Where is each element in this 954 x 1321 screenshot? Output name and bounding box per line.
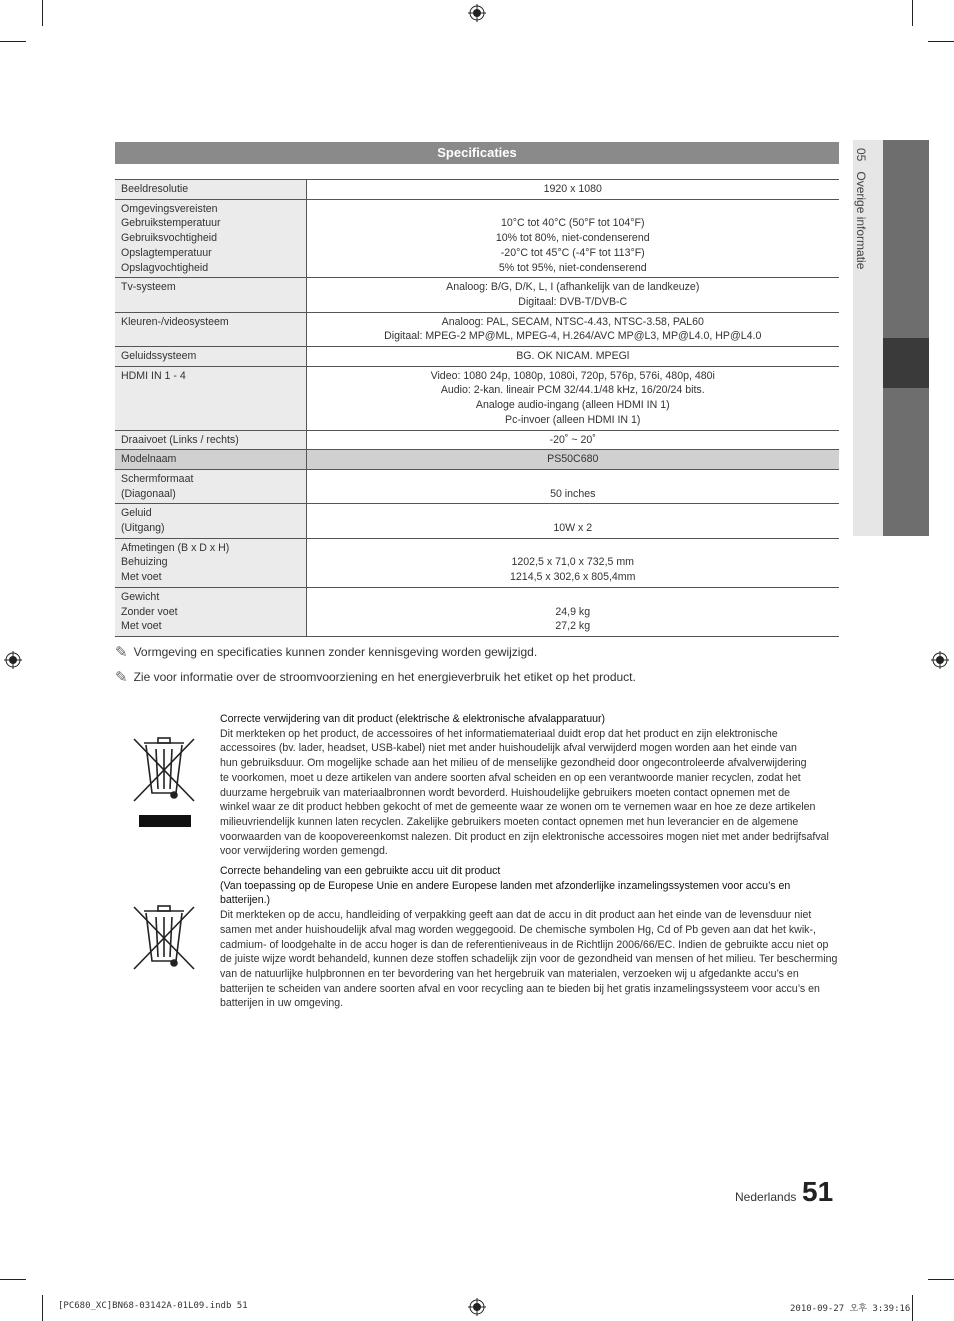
spec-label: Gebruiksvochtigheid [121,232,217,245]
spec-row [115,312,839,346]
weee-line: winkel waar ze dit product hebben gekocht of met de gemeente waar ze wonen om te vernemen waar en hoe ze deze artikelen [220,801,816,814]
battery-line: batterijen te scheiden van andere soorten afval en voor recycling aan te bieden bij het gratis inzamelingssysteem voor accu’s en [220,982,820,995]
spec-value: Audio: 2-kan. lineair PCM 32/44.1/48 kHz, 16/20/24 bits. [440,384,705,397]
spec-value-cell [306,430,839,450]
print-slug-left: [PC680_XC]BN68-03142A-01L09.indb 51 [58,1301,248,1311]
spec-value: 1202,5 x 71,0 x 732,5 mm [511,556,634,569]
spec-label: Draaivoet (Links / rechts) [121,433,239,446]
battery-crossed-bin-icon [132,903,196,971]
spec-label: (Diagonaal) [121,487,176,500]
weee-line: duurzame hergebruik van materiaalbronnen wordt bevorderd. Huishoudelijke gebruikers moeten contact opnemen met de [220,786,791,799]
spec-value: 10W x 2 [553,522,593,535]
spec-value: Analoog: PAL, SECAM, NTSC-4.43, NTSC-3.58, PAL60 [441,315,704,328]
spec-value-cell [306,278,839,312]
registration-mark-icon [931,651,949,669]
spec-value: Digitaal: MPEG-2 MP@ML, MPEG-4, H.264/AVC MP@L3, MP@L4.0, HP@L4.0 [384,330,762,343]
spec-label-cell [115,199,306,278]
spec-label-cell [115,366,306,430]
spec-value: PS50C680 [547,453,599,466]
weee-section [220,712,836,859]
spec-row [115,538,839,587]
weee-line: voor verwijdering worden gemengd. [220,845,388,858]
registration-mark-icon [4,651,22,669]
spec-row [115,430,839,450]
spec-label-cell [115,347,306,367]
spec-row [115,450,839,470]
print-slug-right: 2010-09-27 오후 3:39:16 [790,1304,911,1314]
crop-mark [912,0,913,26]
spec-label: Beeldresolutie [121,183,189,195]
crop-mark [42,1295,43,1321]
battery-line: Dit merkteken op de accu, handleiding of verpakking geeft aan dat de accu in dit product aan het einde van de levensduur niet [220,909,812,922]
note-text: Vormgeving en specificaties kunnen zonder kennisgeving worden gewijzigd. [133,645,538,659]
spec-value-cell [306,504,839,538]
chapter-number: 05 [854,148,868,162]
spec-value: Digitaal: DVB-T/DVB-C [518,295,628,308]
spec-label: Omgevingsvereisten [121,202,218,215]
spec-value-cell [306,587,839,636]
crop-mark [928,1279,954,1280]
spec-row [115,199,839,278]
spec-row [115,587,839,636]
spec-value-cell [306,199,839,278]
spec-value: 5% tot 95%, niet-condenserend [498,261,647,274]
spec-label: Gewicht [121,590,160,603]
spec-value: Pc-invoer (alleen HDMI IN 1) [505,413,641,426]
spec-label: Met voet [121,571,162,584]
spec-value-cell [306,180,839,200]
spec-value: 1214,5 x 302,6 x 805,4mm [510,571,636,584]
pencil-icon: ✎ [115,669,128,686]
spec-value-cell [306,469,839,503]
spec-label-cell [115,180,306,200]
spec-value: 50 inches [550,487,596,500]
spec-value-cell [306,450,839,470]
weee-crossed-bin-icon [132,735,196,827]
spec-value: 1920 x 1080 [543,183,602,195]
note [115,668,636,686]
spec-value-cell [306,312,839,346]
spec-label-cell [115,504,306,538]
weee-line: accessoires (bv. lader, headset, USB-kabel) niet met ander huishoudelijk afval verwijderd mogen worden aan het einde van [220,742,797,755]
pencil-icon: ✎ [115,644,128,661]
note [115,643,537,661]
battery-title: Correcte behandeling van een gebruikte accu uit dit product [220,865,501,877]
spec-label: Geluidssysteem [121,350,197,363]
crop-mark [0,1279,26,1280]
battery-title: (Van toepassing op de Europese Unie en andere Europese landen met afzonderlijke inzamelingssystemen voor accu’s en [220,879,791,892]
spec-label-cell [115,312,306,346]
spec-row [115,347,839,367]
spec-label: (Uitgang) [121,522,165,535]
crop-mark [42,0,43,26]
spec-label: Opslagtemperatuur [121,246,212,259]
spec-value: Analoge audio-ingang (alleen HDMI IN 1) [475,399,670,412]
spec-value: 27,2 kg [555,620,591,633]
battery-line: batterijen in uw omgeving. [220,997,344,1010]
spec-value: -20˚ ~ 20˚ [549,433,596,446]
battery-line: samen met ander huishoudelijk afval mag worden weggegooid. De chemische symbolen Hg, Cd of Pb geven aan dat het kwik-, [220,923,816,936]
spec-label: HDMI IN 1 - 4 [121,369,186,382]
spec-label-cell [115,538,306,587]
page-number: 51 [802,1176,834,1207]
crop-mark [912,1295,913,1321]
spec-label: Geluid [121,507,152,520]
spec-value: BG. OK NICAM. MPEGl [516,350,630,363]
registration-mark-icon [468,4,486,22]
spec-value-cell [306,366,839,430]
crop-mark [0,41,26,42]
spec-label: Zonder voet [121,605,178,618]
registration-mark-icon [468,1298,486,1316]
spec-value: 10% tot 80%, niet-condenserend [495,232,650,245]
spec-label-cell [115,430,306,450]
section-header: Specificaties [115,142,839,164]
crop-mark [928,41,954,42]
weee-line: Dit merkteken op het product, de accessoires of het informatiemateriaal duidt erop dat het product en zijn elektronische [220,727,778,740]
spec-label: Schermformaat [121,472,194,485]
spec-label-cell [115,587,306,636]
specifications-table [115,179,839,637]
spec-label: Tv-systeem [121,281,176,294]
spec-label-cell [115,469,306,503]
chapter-tab-marker [883,338,929,388]
spec-row [115,180,839,200]
spec-row [115,366,839,430]
spec-label-cell [115,278,306,312]
spec-label: Gebruikstemperatuur [121,217,221,230]
spec-value-cell [306,538,839,587]
battery-section [220,864,836,1011]
chapter-title: Overige informatie [854,171,868,270]
battery-title: batterijen.) [220,894,271,907]
spec-value: Analoog: B/G, D/K, L, I (afhankelijk van de landkeuze) [446,281,700,294]
spec-value: 24,9 kg [555,605,591,618]
spec-label: Met voet [121,620,162,633]
spec-value: -20°C tot 45°C (-4°F tot 113°F) [500,246,645,259]
spec-row [115,469,839,503]
spec-label: Modelnaam [121,453,177,466]
weee-line: voorwaarden van de koopovereenkomst nalezen. Dit product en zijn elektronische accessoires mogen niet met ander bedrijfsafval [220,830,829,843]
battery-line: de juiste wijze wordt behandeld, kunnen deze stoffen schadelijk zijn voor de gezondheid van mensen of het milieu. Ter bescherming [220,953,838,966]
footer-language: Nederlands [735,1190,797,1204]
spec-value: 10°C tot 40°C (50°F tot 104°F) [500,217,645,230]
weee-line: hun gebruiksduur. Om mogelijke schade aan het milieu of de menselijke gezondheid door ongecontroleerde afvalverwijdering [220,757,807,770]
note-text: Zie voor informatie over de stroomvoorziening en het energieverbruik het etiket op het product. [133,670,636,684]
weee-line: te voorkomen, moet u deze artikelen van andere soorten afval scheiden en op een verantwoorde manier recyclen, zodat het [220,771,801,784]
spec-value: Video: 1080 24p, 1080p, 1080i, 720p, 576p, 576i, 480p, 480i [430,369,715,382]
spec-label: Opslagvochtigheid [121,261,209,274]
spec-value-cell [306,347,839,367]
spec-label: Behuizing [121,556,168,569]
weee-line: milieuvriendelijk kunnen laten recyclen. Zakelijke gebruikers moeten contact opnemen met hun leverancier en de algemene [220,815,799,828]
spec-row [115,278,839,312]
weee-title: Correcte verwijdering van dit product (elektrische & elektronische afvalapparatuur) [220,713,606,725]
chapter-label [854,148,868,279]
spec-label-cell [115,450,306,470]
spec-label: Kleuren-/videosysteem [121,315,229,328]
battery-line: van de natuurlijke hulpbronnen en ter bevordering van het hergebruik van materialen, verzoeken wij u afgedankte accu’s en [220,967,799,980]
spec-row [115,504,839,538]
spec-label: Afmetingen (B x D x H) [121,541,230,554]
battery-line: cadmium- of loodgehalte in de accu hoger is dan de referentieniveaus in de Richtlijn 2006/66/EC. Indien de gebruikte accu niet op [220,938,829,951]
